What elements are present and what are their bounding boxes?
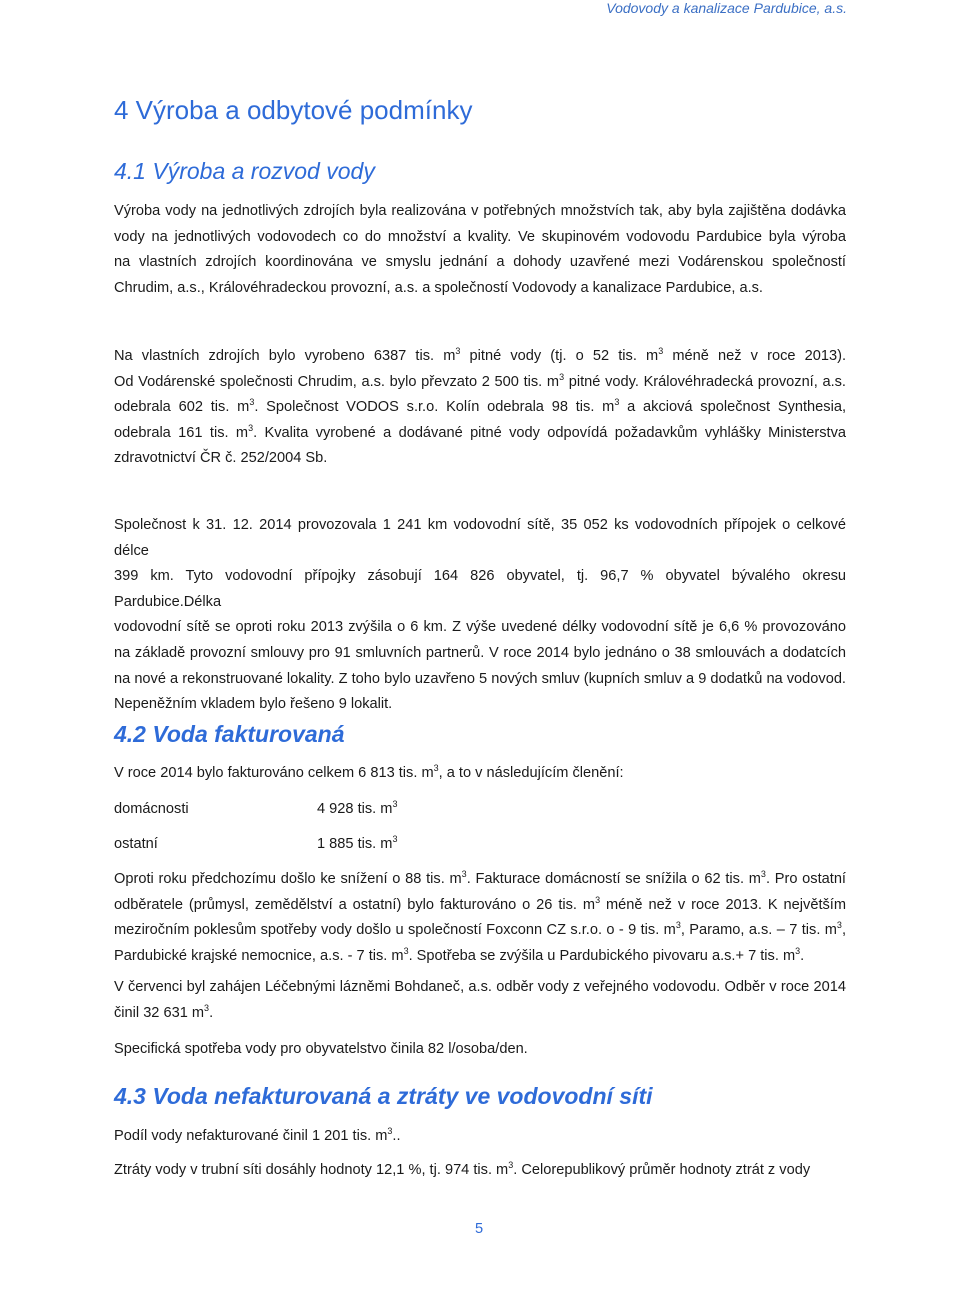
paragraph-spa xyxy=(114,975,846,1026)
text-line: Oproti roku předchozímu došlo ke snížení o 88 tis. $m^3$. Fakturace domácností se snížila o 62 tis. $m^3$. Pro ostatní xyxy=(114,869,846,887)
page-number: 5 xyxy=(475,1221,484,1237)
text-line: Chrudim, a.s., Královéhradeckou provozní, a.s. a společností Vodovody a kanalizace Pardubice, a.s. xyxy=(114,279,763,296)
section-title-4-3: 4.3 Voda nefakturovaná a ztráty ve vodovodní síti xyxy=(114,1083,653,1109)
paragraph-decrease xyxy=(114,867,846,969)
text-line: vody na jednotlivých vodovodech co do množství a kvality. Ve skupinovém vodovodu Pardubice byla výroba xyxy=(114,228,846,245)
text-line: na základě provozní smlouvy pro 91 smluvních partnerů. V roce 2014 bylo jednáno o 38 smlouvách a dodatcích xyxy=(114,644,846,661)
text-line: na nové a rekonstruované lokality. Z toho bylo uzavřeno 5 nových smluv (kupních smluv a 9 dodatků na vodovod. xyxy=(114,670,846,687)
paragraph-specific-consumption xyxy=(114,1037,846,1063)
text-line: odběratele (průmysl, zemědělství a ostatní) bylo fakturováno o 26 tis. $m^3$ méně než v roce 2013. K největším xyxy=(114,894,847,913)
invoiced-intro xyxy=(114,761,846,787)
section-title-4-2: 4.2 Voda fakturovaná xyxy=(114,721,345,747)
paragraph-own-sources xyxy=(114,344,846,472)
text-line: zdravotnictví ČR č. 252/2004 Sb. xyxy=(114,450,328,467)
section-title-4-1: 4.1 Výroba a rozvod vody xyxy=(114,158,375,184)
text-line: Specifická spotřeba vody pro obyvatelstvo činila 82 l/osoba/den. xyxy=(114,1041,528,1057)
text-line: V roce 2014 bylo fakturováno celkem 6 813 tis. $m^3$, a to v následujícím členění: xyxy=(114,763,624,781)
row-label-households: domácnosti xyxy=(114,801,189,817)
text-line: meziročním poklesům spotřeby vody došlo u společností Foxconn CZ s.r.o. o - 9 tis. $m^3$, Paramo, a.s. – 7 tis. $m^3$, xyxy=(114,920,846,939)
text-line: Výroba vody na jednotlivých zdrojích byla realizována v potřebných množstvích tak, aby byla zajištěna dodávka xyxy=(114,203,846,219)
text-line: 399 km. Tyto vodovodní přípojky zásobují 164 826 obyvatel, tj. 96,7 % obyvatel bývalého okresu Pardubice.Délka xyxy=(114,568,846,610)
row-label-other: ostatní xyxy=(114,836,158,852)
text-line: činil 32 631 $m^3$. xyxy=(114,1002,214,1021)
text-line: Společnost k 31. 12. 2014 provozovala 1 241 km vodovodní sítě, 35 052 ks vodovodních přípojek o celkové délce xyxy=(114,517,846,559)
row-value-households: 4 928 tis. $m^3$ xyxy=(317,799,398,817)
paragraph-losses xyxy=(114,1158,846,1184)
text-line: na vlastních zdrojích koordinována ve smyslu jednání a dohody uzavřené mezi Vodárenskou společností xyxy=(114,254,846,271)
paragraph-network xyxy=(114,513,846,718)
text-line: vodovodní sítě se oproti roku 2013 zvýšila o 6 km. Z výše uvedené délky vodovodní sítě je 6,6 % provozováno xyxy=(114,619,846,636)
chapter-title: 4 Výroba a odbytové podmínky xyxy=(114,95,473,125)
text-line: Ztráty vody v trubní síti dosáhly hodnoty 12,1 %, tj. 974 tis. $m^3$. Celorepublikový průměr hodnoty ztrát z vody xyxy=(114,1160,811,1178)
paragraph-nonbilled xyxy=(114,1124,846,1150)
text-line: Podíl vody nefakturované činil 1 201 tis. $m^3$.. xyxy=(114,1126,401,1144)
text-line: Pardubické krajské nemocnice, a.s. - 7 tis. $m^3$. Spotřeba se zvýšila u Pardubického pivovaru a.s.+ 7 tis. $m^3$. xyxy=(114,945,805,964)
row-value-other: 1 885 tis. $m^3$ xyxy=(317,834,398,852)
running-header: Vodovody a kanalizace Pardubice, a.s. xyxy=(606,0,847,16)
text-line: Nepeněžním vkladem bylo řešeno 9 lokalit. xyxy=(114,696,393,713)
text-line: V červenci byl zahájen Léčebnými lázněmi Bohdaneč, a.s. odběr vody z veřejného vodovodu. Odběr v roce 2014 xyxy=(114,979,846,995)
text-line: Od Vodárenské společnosti Chrudim, a.s. bylo převzato 2 500 tis. $m^3$ pitné vody. Královéhradecká provozní, a.s. xyxy=(114,371,846,390)
text-line: Na vlastních zdrojích bylo vyrobeno 6387 tis. $m^3$ pitné vody (tj. o 52 tis. $m^3$ méně než v roce 2013). xyxy=(114,346,847,364)
paragraph-production xyxy=(114,199,846,301)
text-line: odebrala 602 tis. $m^3$. Společnost VODOS s.r.o. Kolín odebrala 98 tis. $m^3$ a akciová společnost Synthesia, xyxy=(114,397,846,416)
text-line: odebrala 161 tis. $m^3$. Kvalita vyrobené a dodávané pitné vody odpovídá požadavkům vyhlášky Ministerstva xyxy=(114,422,846,441)
